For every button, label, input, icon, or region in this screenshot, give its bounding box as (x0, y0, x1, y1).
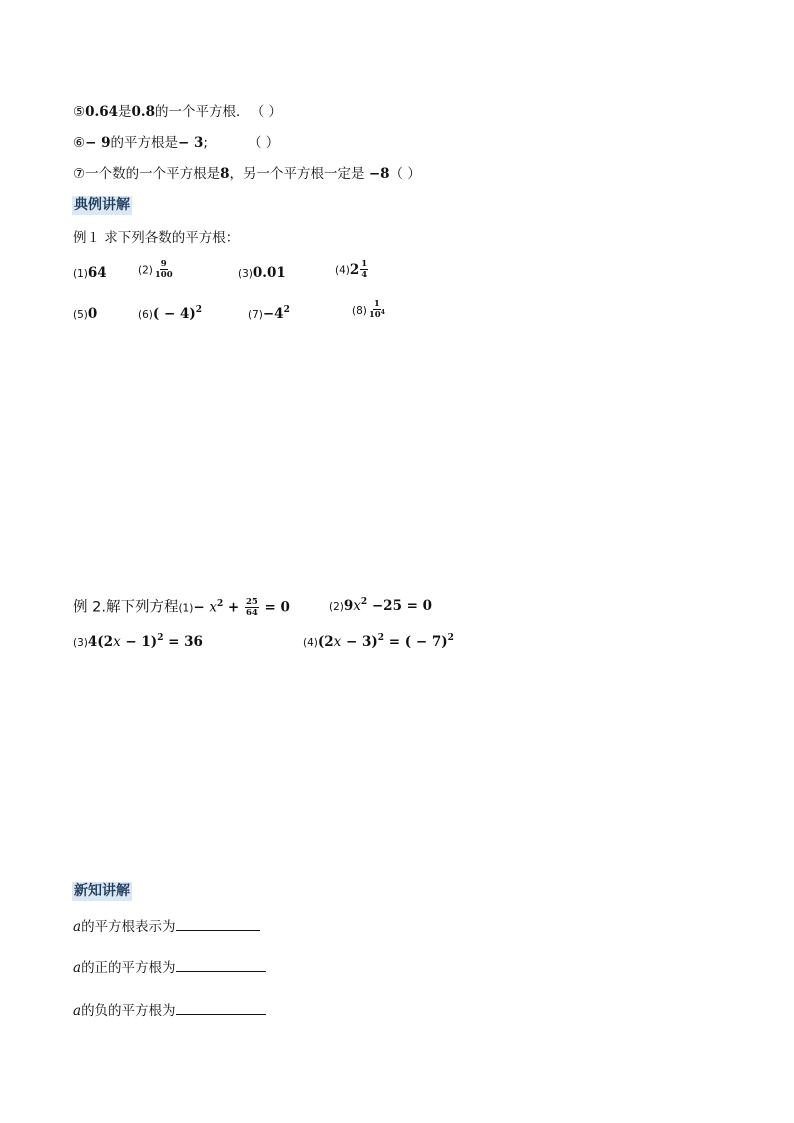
example-2-item-4 (303, 633, 454, 653)
judgement-7 (73, 165, 421, 183)
fill-line-2 (73, 959, 266, 977)
math-value: −4 (262, 306, 284, 322)
item-label: (1) (178, 602, 194, 615)
fill-line-1 (73, 918, 260, 936)
example-2-title: 例 2.解下列方程 (73, 599, 179, 616)
example-1-item-6 (138, 305, 202, 325)
example-2-item-3 (73, 633, 203, 653)
variable: a (73, 1003, 82, 1019)
judgement-5 (73, 103, 282, 121)
answer-blank[interactable] (176, 959, 266, 972)
math-value: = ( − 7) (384, 634, 448, 650)
item-label: (2) (329, 601, 344, 613)
math-value: − 3 (178, 135, 204, 151)
math-value: − 3) (341, 634, 378, 650)
variable: a (73, 919, 82, 935)
math-value: 4(2 (87, 634, 114, 650)
exponent: 2 (360, 597, 368, 607)
math-value: + (223, 599, 244, 616)
denominator: 100 (154, 270, 173, 280)
item-number: ⑤ (73, 104, 86, 120)
fill-label: 的平方根表示为 (81, 919, 176, 935)
math-value: = 0 (259, 599, 290, 616)
item-number: ⑦ (73, 166, 86, 182)
math-value: −25 = 0 (367, 598, 433, 614)
item-label: (1) (73, 268, 88, 280)
math-value: 9 (343, 598, 354, 614)
example-1-title: 例１ 求下列各数的平方根： (73, 230, 240, 246)
numerator: 25 (245, 597, 258, 607)
denominator-base: 10 (368, 310, 381, 320)
fraction (154, 259, 174, 280)
example-1-item-7 (248, 305, 290, 325)
section-heading-examples: 典例讲解 (74, 197, 130, 213)
item-label: (4) (335, 264, 350, 277)
denominator-exponent: 4 (380, 309, 385, 316)
item-label: (4) (303, 637, 318, 649)
exponent: 2 (157, 633, 164, 643)
answer-blank[interactable] (176, 918, 260, 931)
exponent: 2 (195, 305, 203, 315)
example-1-item-5 (73, 305, 97, 324)
math-value: ( − 4) (152, 306, 196, 322)
exponent: 2 (377, 633, 385, 643)
math-value: − (193, 599, 210, 616)
example-2-item-2 (329, 597, 432, 617)
example-1-item-3 (238, 264, 286, 283)
fill-label: 的正的平方根为 (81, 960, 176, 976)
statement-text: ; (203, 135, 208, 151)
variable: x (333, 634, 342, 650)
fraction (368, 299, 386, 321)
numerator: 9 (160, 259, 167, 269)
numerator: 1 (361, 259, 368, 269)
fill-label: 的负的平方根为 (81, 1003, 176, 1019)
numerator: 1 (373, 299, 380, 309)
answer-paren[interactable]: （ ） (257, 104, 283, 120)
section-heading-new-knowledge: 新知讲解 (74, 883, 130, 899)
example-2-line-1 (73, 597, 290, 619)
answer-paren[interactable]: （ ） (389, 166, 421, 182)
item-label: (7) (248, 309, 263, 321)
judgement-6 (73, 134, 279, 152)
math-value: 0 (87, 306, 98, 322)
math-value: 8 (220, 166, 230, 182)
example-1-item-4 (335, 259, 369, 280)
statement-text: ，另一个平方根一定是 (229, 166, 369, 182)
variable: a (73, 960, 82, 976)
exponent: 2 (216, 598, 224, 609)
item-label: (2) (138, 264, 153, 277)
math-value: −8 (368, 166, 390, 182)
math-value: = 36 (163, 634, 203, 650)
math-value: 0.01 (252, 265, 286, 281)
variable: x (113, 634, 121, 650)
variable: x (353, 598, 361, 614)
denominator (368, 310, 386, 321)
answer-blank[interactable] (176, 1002, 266, 1015)
math-value: − 1) (120, 634, 158, 650)
math-value: 2 (349, 261, 360, 278)
denominator: 64 (245, 608, 258, 618)
item-number: ⑥ (73, 135, 86, 151)
math-value: 0.8 (131, 104, 155, 120)
statement-text: 的平方根是 (110, 135, 179, 151)
example-1-item-1 (73, 264, 107, 283)
math-value: 0.64 (85, 104, 118, 120)
statement-text: 一个数的一个平方根是 (85, 166, 221, 182)
example-1-item-8 (352, 299, 387, 321)
fraction (245, 597, 259, 618)
math-value: − 9 (85, 135, 111, 151)
item-label: (5) (73, 309, 88, 321)
item-label: (3) (73, 637, 88, 649)
item-label: (3) (238, 268, 253, 280)
fill-line-3 (73, 1002, 266, 1020)
exponent: 2 (447, 633, 454, 643)
item-label: (6) (138, 309, 153, 321)
exponent: 2 (283, 305, 290, 315)
statement-text: 是 (118, 104, 132, 120)
variable: x (209, 599, 217, 616)
answer-paren[interactable]: （ ） (247, 135, 280, 151)
math-value: 64 (87, 265, 107, 281)
math-value: (2 (317, 634, 334, 650)
denominator: 4 (361, 270, 368, 280)
fraction (360, 259, 368, 280)
statement-text: 的一个平方根． (155, 104, 250, 120)
example-1-item-2 (138, 259, 175, 280)
item-label: (8) (352, 305, 367, 317)
